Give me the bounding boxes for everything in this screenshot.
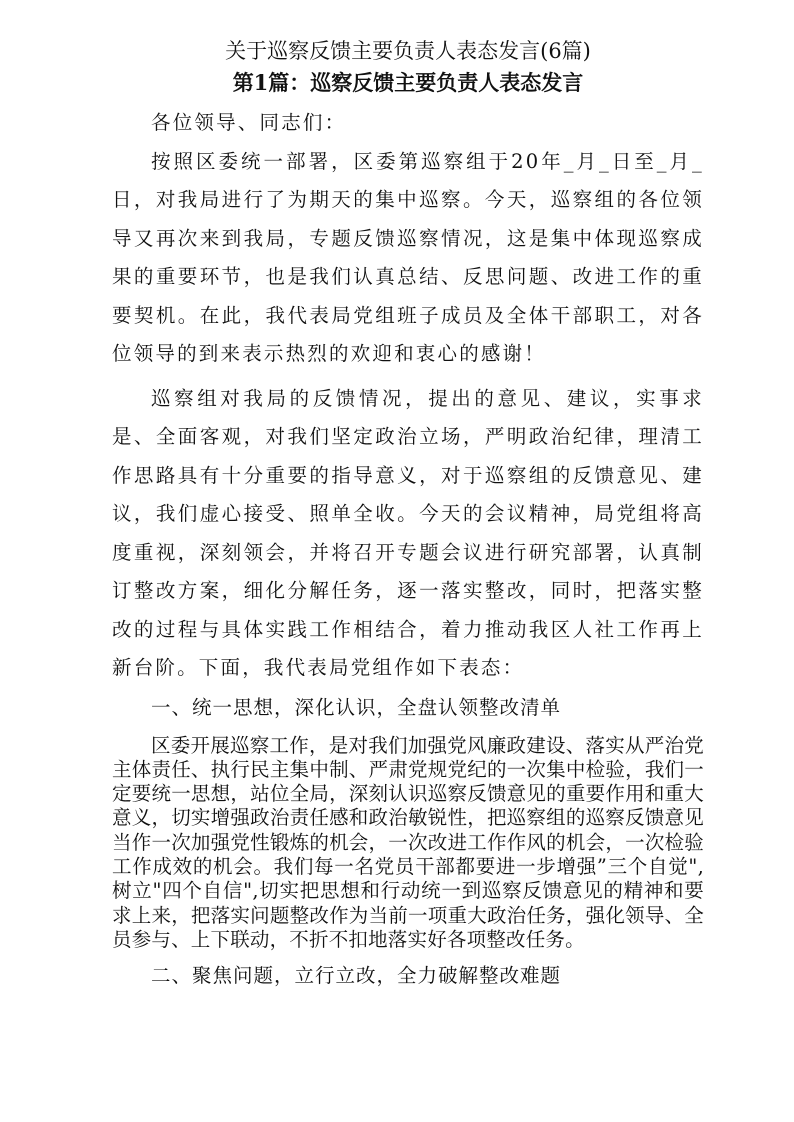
section-body-1: 区委开展巡察工作，是对我们加强党风廉政建设、落实从严治党主体责任、执行民主集中制、严肃党规党纪的一次集中检验，我们一定要统一思想，站位全局，深刻认识巡察反馈意见的重要作用和重大意义，切实增强政治责任感和政治敏锐性，把巡察组的巡察反馈意见当作一次加强党性锻炼的机会，一次改进工作作风的机会，一次检验工作成效的机会。我们每一名党员干部都要进一步增强”三个自觉",树立"四个自信",切实把思想和行动统一到巡察反馈意见的精神和要求上来，把落实问题整改作为当前一项重大政治任务，强化领导、全员参与、上下联动，不折不扣地落实好各项整改任务。 [112, 733, 704, 951]
document-page [112, 36, 704, 996]
section-heading-2: 二、聚焦问题，立行立改，全力破解整改难题 [151, 964, 562, 988]
document-subtitle: 第1篇：巡察反馈主要负责人表态发言 [232, 70, 584, 95]
section-heading-1: 一、统一思想，深化认识，全盘认领整改清单 [151, 695, 562, 719]
paragraph-response: 巡察组对我局的反馈情况，提出的意见、建议，实事求是、全面客观，对我们坚定政治立场，严明政治纪律，理清工作思路具有十分重要的指导意义，对于巡察组的反馈意见、建议，我们虚心接受、照单全收。今天的会议精神，局党组将高度重视，深刻领会，并将召开专题会议进行研究部署，认真制订整改方案，细化分解任务，逐一落实整改，同时，把落实整改的过程与具体实践工作相结合，着力推动我区人社工作再上新台阶。下面，我代表局党组作如下表态： [112, 386, 704, 679]
document-title: 关于巡察反馈主要负责人表态发言(6篇) [225, 39, 591, 63]
paragraph-intro: 按照区委统一部署，区委第巡察组于20年_月_日至_月_日，对我局进行了为期天的集中巡察。今天，巡察组的各位领导又再次来到我局，专题反馈巡察情况，这是集中体现巡察成果的重要环节，也是我们认真总结、反思问题、改进工作的重要契机。在此，我代表局党组班子成员及全体干部职工，对各位领导的到来表示热烈的欢迎和衷心的感谢！ [112, 149, 704, 365]
greeting: 各位领导、同志们： [151, 111, 347, 134]
